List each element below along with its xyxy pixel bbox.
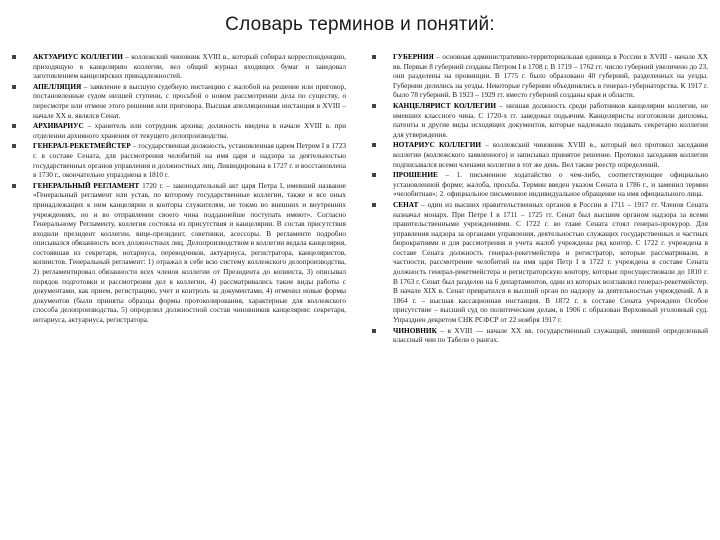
- definition: 1720 г. – законодательный акт царя Петра I, имевший название «Генеральный регламент или устав, по которому государственные коллегии, также и все оных принадлежащих к ним канцелярии и конторы служителям, не токмо во внешних и внутренних учреждениях, но и во отправлении своего чина подданнейше поступать имеют». Согласно Генеральному Регламенту, коллегия состояла из присутствия и канцелярии. В состав присутствия входили президент коллегии, вице-президент, советники, асессоры. В регламенте подробно описывался обязанность всех должностных лиц. Делопроизводством в коллегии ведала канцелярия, состоявшая из секретаря, нотариуса, переводчиков, актуариуса, регистратора, канцеляристов, копиистов. Генеральный регламент: 1) отражал в себе всю систему коллежского делопроизводства, 2) регламентировал обязанности всех членов коллегии от Президента до копииста, 3) описывал порядок подготовки и рассмотрения дел в коллегии, 4) рассматривались такие виды работы с документами, как прием, регистрацию, учет и контроль за документами, 4) отменил новые формы документов (были приняты образцы формы протоколирования, характерные для коллежского способа делопроизводства, 5) определил должностной состав чиновников канцелярии: секретаря, нотариуса, актуариуса, регистратора.: [33, 180, 346, 325]
- definition: – в XVIII — начале XX вв. государственный служащий, имевший определенный классный чин по Табели о рангах.: [393, 325, 708, 345]
- list-item: [12, 82, 346, 120]
- term: АПЕЛЛЯЦИЯ: [33, 81, 82, 91]
- bullet-icon: [12, 144, 16, 148]
- right-column: [372, 52, 708, 346]
- list-item: [12, 121, 346, 140]
- list-item: [372, 52, 708, 100]
- term: НОТАРИУС КОЛЛЕГИИ: [393, 140, 482, 150]
- bullet-icon: [372, 55, 376, 59]
- definition: – основная административно-территориальная единица в России в XVIII - начале XX вв. Первые 8 губерний созданы Петром I в 1708 г. В 1719 – 1762 гг. число губерний увеличено до 23, они разделены на провинции. В 1775 г. было образовано 40 губерний, разделенных на уезды. Губернии делились на уезды. Некоторые губернии объединялись в генерал-губернаторства. К 1917 г. было 78 губерний. В 1923 – 1929 гг. вместо губерний созданы края и области.: [393, 52, 708, 100]
- definition: – коллежский чиновник XVIII в., который собирал корреспонденцию, приходящую в канцелярию коллегии, вел общий журнал входящих бумаг и заведовал заготовлением канцелярских принадлежностей.: [33, 52, 346, 81]
- list-item: [372, 101, 708, 139]
- left-column: [12, 52, 346, 326]
- definition: – государственная должность, установленная царем Петром I в 1723 г. в составе Сената, для рассмотрения челобитий на имя царя и надзора за деятельностью государственных органов управления и должностных лиц. Ликвидирована в 1727 г. и восстановлена в 1730 г., окончательно упразднена в 1810 г.: [33, 141, 346, 180]
- bullet-icon: [12, 55, 16, 59]
- definition: – низшая должность среди работников канцелярии коллегии, не имевших классного чина. С 1720-х гг. заведовал подьячим. Канцеляристы изготовляли дипломы, патенты и другие виды исходящих документов, которые надлежало подавать секретарю коллегии для утверждения.: [393, 100, 708, 139]
- term: КАНЦЕЛЯРИСТ КОЛЛЕГИИ: [393, 100, 497, 110]
- list-item: [372, 170, 708, 199]
- definition: – коллежский чиновник XVIII в., который вел протокол заседания коллегии (коллежского заявленного) и записывал принятое решение. Протокол заседания коллегии подписывался всеми членами коллегии в тот же день. Вел также реестр определений.: [393, 140, 708, 169]
- definition: – 1. письменное ходатайство о чем-либо, соответствующее официально установленной форме; жалоба, просьба. Термин введен указом Сената в 1786 г., и заменил термин «челобитная»; 2. официальное письменное индивидуальное обращение на имя официального лица.: [393, 170, 708, 199]
- bullet-icon: [372, 329, 376, 333]
- term: ГУБЕРНИЯ: [393, 52, 434, 61]
- bullet-icon: [12, 184, 16, 188]
- term: ЧИНОВНИК: [393, 325, 437, 335]
- bullet-icon: [372, 143, 376, 147]
- list-item: [12, 181, 346, 325]
- list-item: [12, 52, 346, 81]
- bullet-icon: [372, 104, 376, 108]
- bullet-icon: [372, 173, 376, 177]
- definition: – заявление в высшую судебную инстанцию с жалобой на решение или приговор, постановленные судом низшей ступени, с просьбой о новом рассмотрении дела по существу, о пересмотре или отмене этого решения или приговора. Высшая апелляционная инстанция в XVIII – начале XX в. являлся Сенат.: [33, 81, 346, 120]
- definition: – один из высших правительственных органов в России в 1711 – 1917 гг. Членов Сената назначал монарх. При Петре I в 1711 – 1725 гг. Сенат был высшим органом надзора за всеми правительственными учреждениями. С 1722 г. во главе Сената стоял генерал-прокурор. Для управления надзора за органами управления, деятельностью служащих государственных и частных бюрократиями и для рассмотрения и учета жалоб учреждены ряд контор. С 1722 г. учреждена в составе Сената должность генерал-рекетмейстера и регистратор, которые рассматривали, в частности, рассмотрение челобитий на имя царя Петр I в 1722 г. учреждена в составе Сената должность генерал-рекетмейстера и регистраторскую контору, которые просуществовали до 1810 г. В 1763 г. Сенат был разделен на 6 департаментов, один из которых возглавлял генерал-рекетмейстер. В начале XIX в. Сенат превратился в высший орган по надзору за деятельностью учреждений. А в 1864 г. – высшая кассационная инстанция. В 1872 г. в составе Сената учреждено Особое присутствие – высший суд по политическим делам, в 1906 г. образован Верховный уголовный суд. Упразднен декретом СНК РСФСР от 22 ноября 1917 г.: [393, 199, 708, 325]
- term: ПРОШЕНИЕ: [393, 170, 438, 180]
- bullet-icon: [12, 85, 16, 89]
- term: АКТУАРИУС КОЛЛЕГИИ: [33, 52, 123, 61]
- term: АРХИВАРИУС: [33, 121, 84, 131]
- term: СЕНАТ: [393, 199, 419, 209]
- list-item: [372, 200, 708, 325]
- list-item: [372, 326, 708, 345]
- list-item: [12, 141, 346, 179]
- definition: – хранитель или сотрудник архива; должность введена в начале XVIII в. при отделении архивного хранения от текущего делопроизводства.: [33, 121, 346, 140]
- bullet-icon: [12, 124, 16, 128]
- bullet-icon: [372, 203, 376, 207]
- page-title: Словарь терминов и понятий:: [225, 14, 495, 35]
- term: ГЕНЕРАЛЬНЫЙ РЕГЛАМЕНТ: [33, 180, 140, 190]
- term: ГЕНЕРАЛ-РЕКЕТМЕЙСТЕР: [33, 141, 131, 151]
- list-item: [372, 140, 708, 169]
